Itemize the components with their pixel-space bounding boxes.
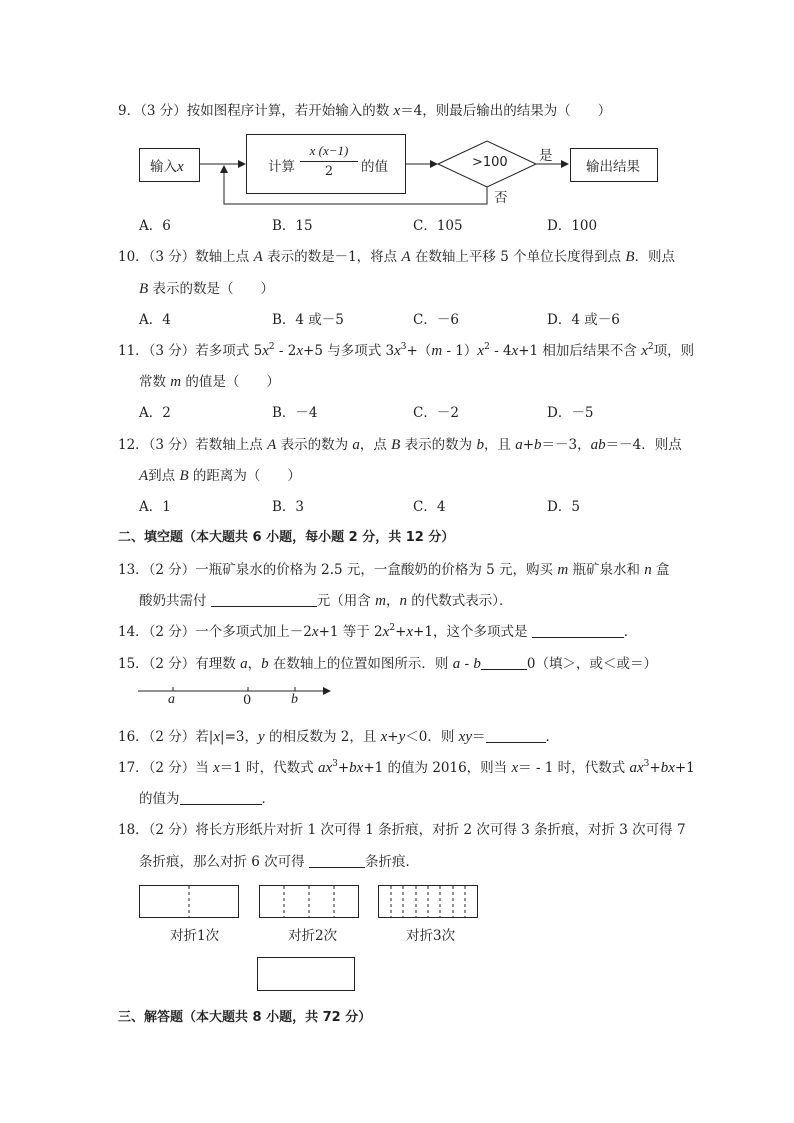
q10-text-e: 表示的数是（ ） (148, 281, 274, 297)
fold-3-caption: 对折3次 (406, 928, 456, 944)
q16-text-f: ＝ (472, 729, 486, 745)
q17-text-a: 17．（2 分）当 (118, 760, 214, 776)
q11-text-j: 的值是（ ） (181, 374, 280, 390)
q13-text-g: 的代数式表示）． (406, 593, 513, 609)
q18-text-a: 条折痕，那么对折 6 次可得 (139, 854, 309, 870)
q15-var-b: b (261, 656, 269, 672)
q12-point-b-2: B (179, 468, 189, 484)
section-3-heading: 三、解答题（本大题共 8 小题，共 72 分） (118, 1010, 372, 1025)
q11-var-x-6: x (641, 343, 648, 359)
q14-text-d: +1，这个多项式是 (413, 624, 532, 640)
q17-exp-3b: 3 (643, 759, 650, 769)
q11-text-f: - 4 (489, 343, 512, 359)
q12-text-a: 12．（3 分）若数轴上点 (118, 437, 268, 453)
flow-input-var: x (177, 159, 184, 175)
q18-text-b: 条折痕． (364, 854, 419, 870)
q17-var-x: x (213, 760, 220, 776)
q14-text-c: + (395, 624, 407, 640)
q14-text-end: ． (623, 624, 638, 640)
q18-stem-line1: 18．（2 分）将长方形纸片对折 1 次可得 1 条折痕，对折 2 次可得 3 条折痕，对折 3 次可得 7 (118, 822, 686, 838)
q13-var-m: m (557, 562, 569, 578)
q17-text-c2: + (649, 760, 661, 776)
q11-option-a[interactable]: A．2 (139, 405, 171, 421)
q10-option-d[interactable]: D．4 或－6 (547, 312, 620, 328)
q11-text-h: 项，则 (653, 343, 695, 359)
q10-point-a: A (253, 249, 263, 265)
q17-text-e: ＝ - 1 时，代数式 (518, 760, 630, 776)
q16-text-d: + (387, 729, 399, 745)
q16-var-y-2: y (398, 729, 406, 745)
q11-var-m-2: m (170, 374, 182, 390)
q11-text-a: 11．（3 分）若多项式 5 (118, 343, 263, 359)
q16-var-x: x (213, 729, 221, 745)
q13-text-d: 酸奶共需付 (139, 593, 211, 609)
flow-yes-label: 是 (539, 148, 553, 164)
q15-text-e: 0（填＞，或＜或＝） (526, 656, 657, 672)
q11-text-g: +1 相加后结果不含 (518, 343, 642, 359)
q14-text-b: +1 等于 2 (318, 624, 383, 640)
flow-no-label: 否 (494, 190, 508, 206)
blank-paper (258, 958, 355, 991)
q14-var-x: x (311, 624, 319, 640)
q17-exp-3: 3 (332, 759, 338, 769)
section-2-heading: 二、填空题（本大题共 6 小题，每小题 2 分，共 12 分） (118, 530, 455, 545)
q14-var-x-3: x (406, 624, 414, 640)
number-line-label-b: b (291, 692, 298, 707)
q13-var-n: n (644, 562, 652, 578)
q16-var-x-2: x (380, 729, 388, 745)
q17-text-b: ＝1 时，代数式 (219, 760, 318, 776)
q12-var-b-2: b (534, 437, 542, 453)
q10-point-b-2: B (139, 281, 149, 297)
q10-text-c: 在数轴上平移 5 个单位长度得到点 (410, 249, 626, 265)
q15-text-d: - (460, 656, 474, 672)
q11-option-c[interactable]: C．－2 (413, 405, 459, 421)
fraction-numerator: x (x−1) (309, 143, 349, 158)
q11-text-d: +（ (406, 343, 432, 359)
q11-exp-3: 3 (400, 342, 407, 352)
q17-text-d: +1 的值为 2016，则当 (363, 760, 512, 776)
q9-option-a[interactable]: A．6 (139, 218, 171, 234)
q9-option-d[interactable]: D．100 (547, 218, 598, 234)
q11-var-x-2: x (296, 343, 304, 359)
q10-text-a: 10．（3 分）数轴上点 (118, 249, 254, 265)
q10-option-b[interactable]: B．4 或－5 (272, 312, 344, 328)
q12-option-d[interactable]: D．5 (547, 499, 580, 515)
q9-option-b[interactable]: B．15 (272, 218, 313, 234)
q17-var-bx: bx (349, 760, 364, 776)
q16-text-a: 16．（2 分）若| (118, 729, 214, 745)
q12-text-c: ，点 (359, 437, 392, 453)
q12-option-c[interactable]: C．4 (413, 499, 446, 515)
q13-text-c: 盒 (651, 562, 670, 578)
q12-option-a[interactable]: A．1 (139, 499, 171, 515)
q17-text-c: + (337, 760, 350, 776)
flow-calc-label: 计算 (268, 159, 295, 175)
q16-var-y: y (257, 729, 265, 745)
q16-text-e: ＜0．则 (405, 729, 459, 745)
q11-text-c: +5 与多项式 3 (303, 343, 395, 359)
q17-var-bx-2: bx (660, 760, 675, 776)
q13-var-m-2: m (375, 593, 386, 609)
q11-text-b: - 2 (274, 343, 297, 359)
q11-var-x-4: x (477, 343, 485, 359)
q12-text-f: ＝－3， (541, 437, 591, 453)
q9-var-x: x (393, 103, 401, 119)
q12-plus: + (522, 437, 535, 453)
q12-point-a-2: A (139, 468, 149, 484)
q11-var-x-5: x (511, 343, 519, 359)
flow-input-label: 输入 (150, 159, 177, 175)
q11-var-x-3: x (394, 343, 401, 359)
q12-point-a: A (267, 437, 277, 453)
q10-text-d: ．则点 (634, 249, 676, 265)
q11-option-b[interactable]: B．－4 (272, 405, 318, 421)
q11-text-e: - 1） (442, 343, 478, 359)
flow-output-text: 输出结果 (586, 159, 640, 175)
q17-text-f: +1 (674, 760, 695, 776)
q17-var-ax: ax (317, 760, 333, 776)
q15-var-b-2: b (473, 656, 481, 672)
q11-exp-2c: 2 (647, 342, 654, 352)
q15-var-a: a (240, 656, 248, 672)
q9-text-b: ＝4，则最后输出的结果为（ ） (400, 103, 612, 119)
q15-text-b: ， (247, 656, 262, 672)
q12-text-i: 的距离为（ ） (188, 468, 301, 484)
q16-var-xy: xy (458, 729, 472, 745)
q9-option-c[interactable]: C．105 (413, 218, 463, 234)
q13-text-a: 13．（2 分）一瓶矿泉水的价格为 2.5 元，一盒酸奶的价格为 5 元，购买 (118, 562, 558, 578)
number-line-label-a: a (168, 692, 175, 707)
q12-point-b: B (391, 437, 401, 453)
q12-var-b: b (476, 437, 484, 453)
q12-text-b: 表示的数为 (276, 437, 353, 453)
q11-var-x: x (262, 343, 269, 359)
q12-option-b[interactable]: B．3 (272, 499, 305, 515)
q10-text-b: 表示的数是－1，将点 (262, 249, 402, 265)
q12-var-a: a (352, 437, 360, 453)
q16-text-b: |=3， (220, 729, 258, 745)
q13-text-f: ， (385, 593, 400, 609)
q9-text-a: 9．（3 分）按如图程序计算，若开始输入的数 (118, 103, 394, 119)
number-line-label-zero: 0 (243, 693, 252, 708)
q14-exp-2: 2 (389, 623, 396, 633)
fold-2-caption: 对折2次 (288, 928, 338, 944)
flow-calc-suffix: 的值 (361, 159, 388, 175)
q12-text-g: ＝－4．则点 (605, 437, 682, 453)
q14-var-x-2: x (382, 624, 390, 640)
q12-text-e: ，且 (483, 437, 516, 453)
q13-var-n-2: n (399, 593, 407, 609)
fold-1-caption: 对折1次 (170, 928, 220, 944)
q16-text-end: ． (545, 729, 559, 745)
q12-text-d: 表示的数为 (400, 437, 477, 453)
q13-text-e: 元（用含 (316, 593, 376, 609)
q12-var-a-2: a (515, 437, 523, 453)
q11-exp-2b: 2 (484, 342, 490, 352)
q17-var-x-2: x (511, 760, 519, 776)
q16-text-c: 的相反数为 2，且 (264, 729, 381, 745)
q10-point-a-2: A (401, 249, 411, 265)
q15-text-c: 在数轴上的位置如图所示．则 (268, 656, 453, 672)
flow-decision-text: >100 (472, 155, 508, 170)
q17-text-g: 的值为 (139, 791, 180, 807)
q10-option-c[interactable]: C．－6 (413, 312, 459, 328)
fraction-denominator: 2 (324, 164, 334, 179)
q17-text-end: ． (261, 791, 275, 807)
q14-text-a: 14．（2 分）一个多项式加上－2 (118, 624, 312, 640)
q12-text-h: 到点 (148, 468, 180, 484)
q15-text-a: 15．（2 分）有理数 (118, 656, 241, 672)
q10-point-b: B (625, 249, 635, 265)
q11-var-m: m (431, 343, 443, 359)
q15-var-a-2: a (452, 656, 461, 672)
q11-text-i: 常数 (139, 374, 171, 390)
q11-exp-2: 2 (268, 342, 275, 352)
q12-var-ab: ab (590, 437, 606, 453)
q11-option-d[interactable]: D．－5 (547, 405, 594, 421)
q13-text-b: 瓶矿泉水和 (568, 562, 645, 578)
q10-option-a[interactable]: A．4 (139, 312, 171, 328)
q17-var-ax-2: ax (629, 760, 644, 776)
